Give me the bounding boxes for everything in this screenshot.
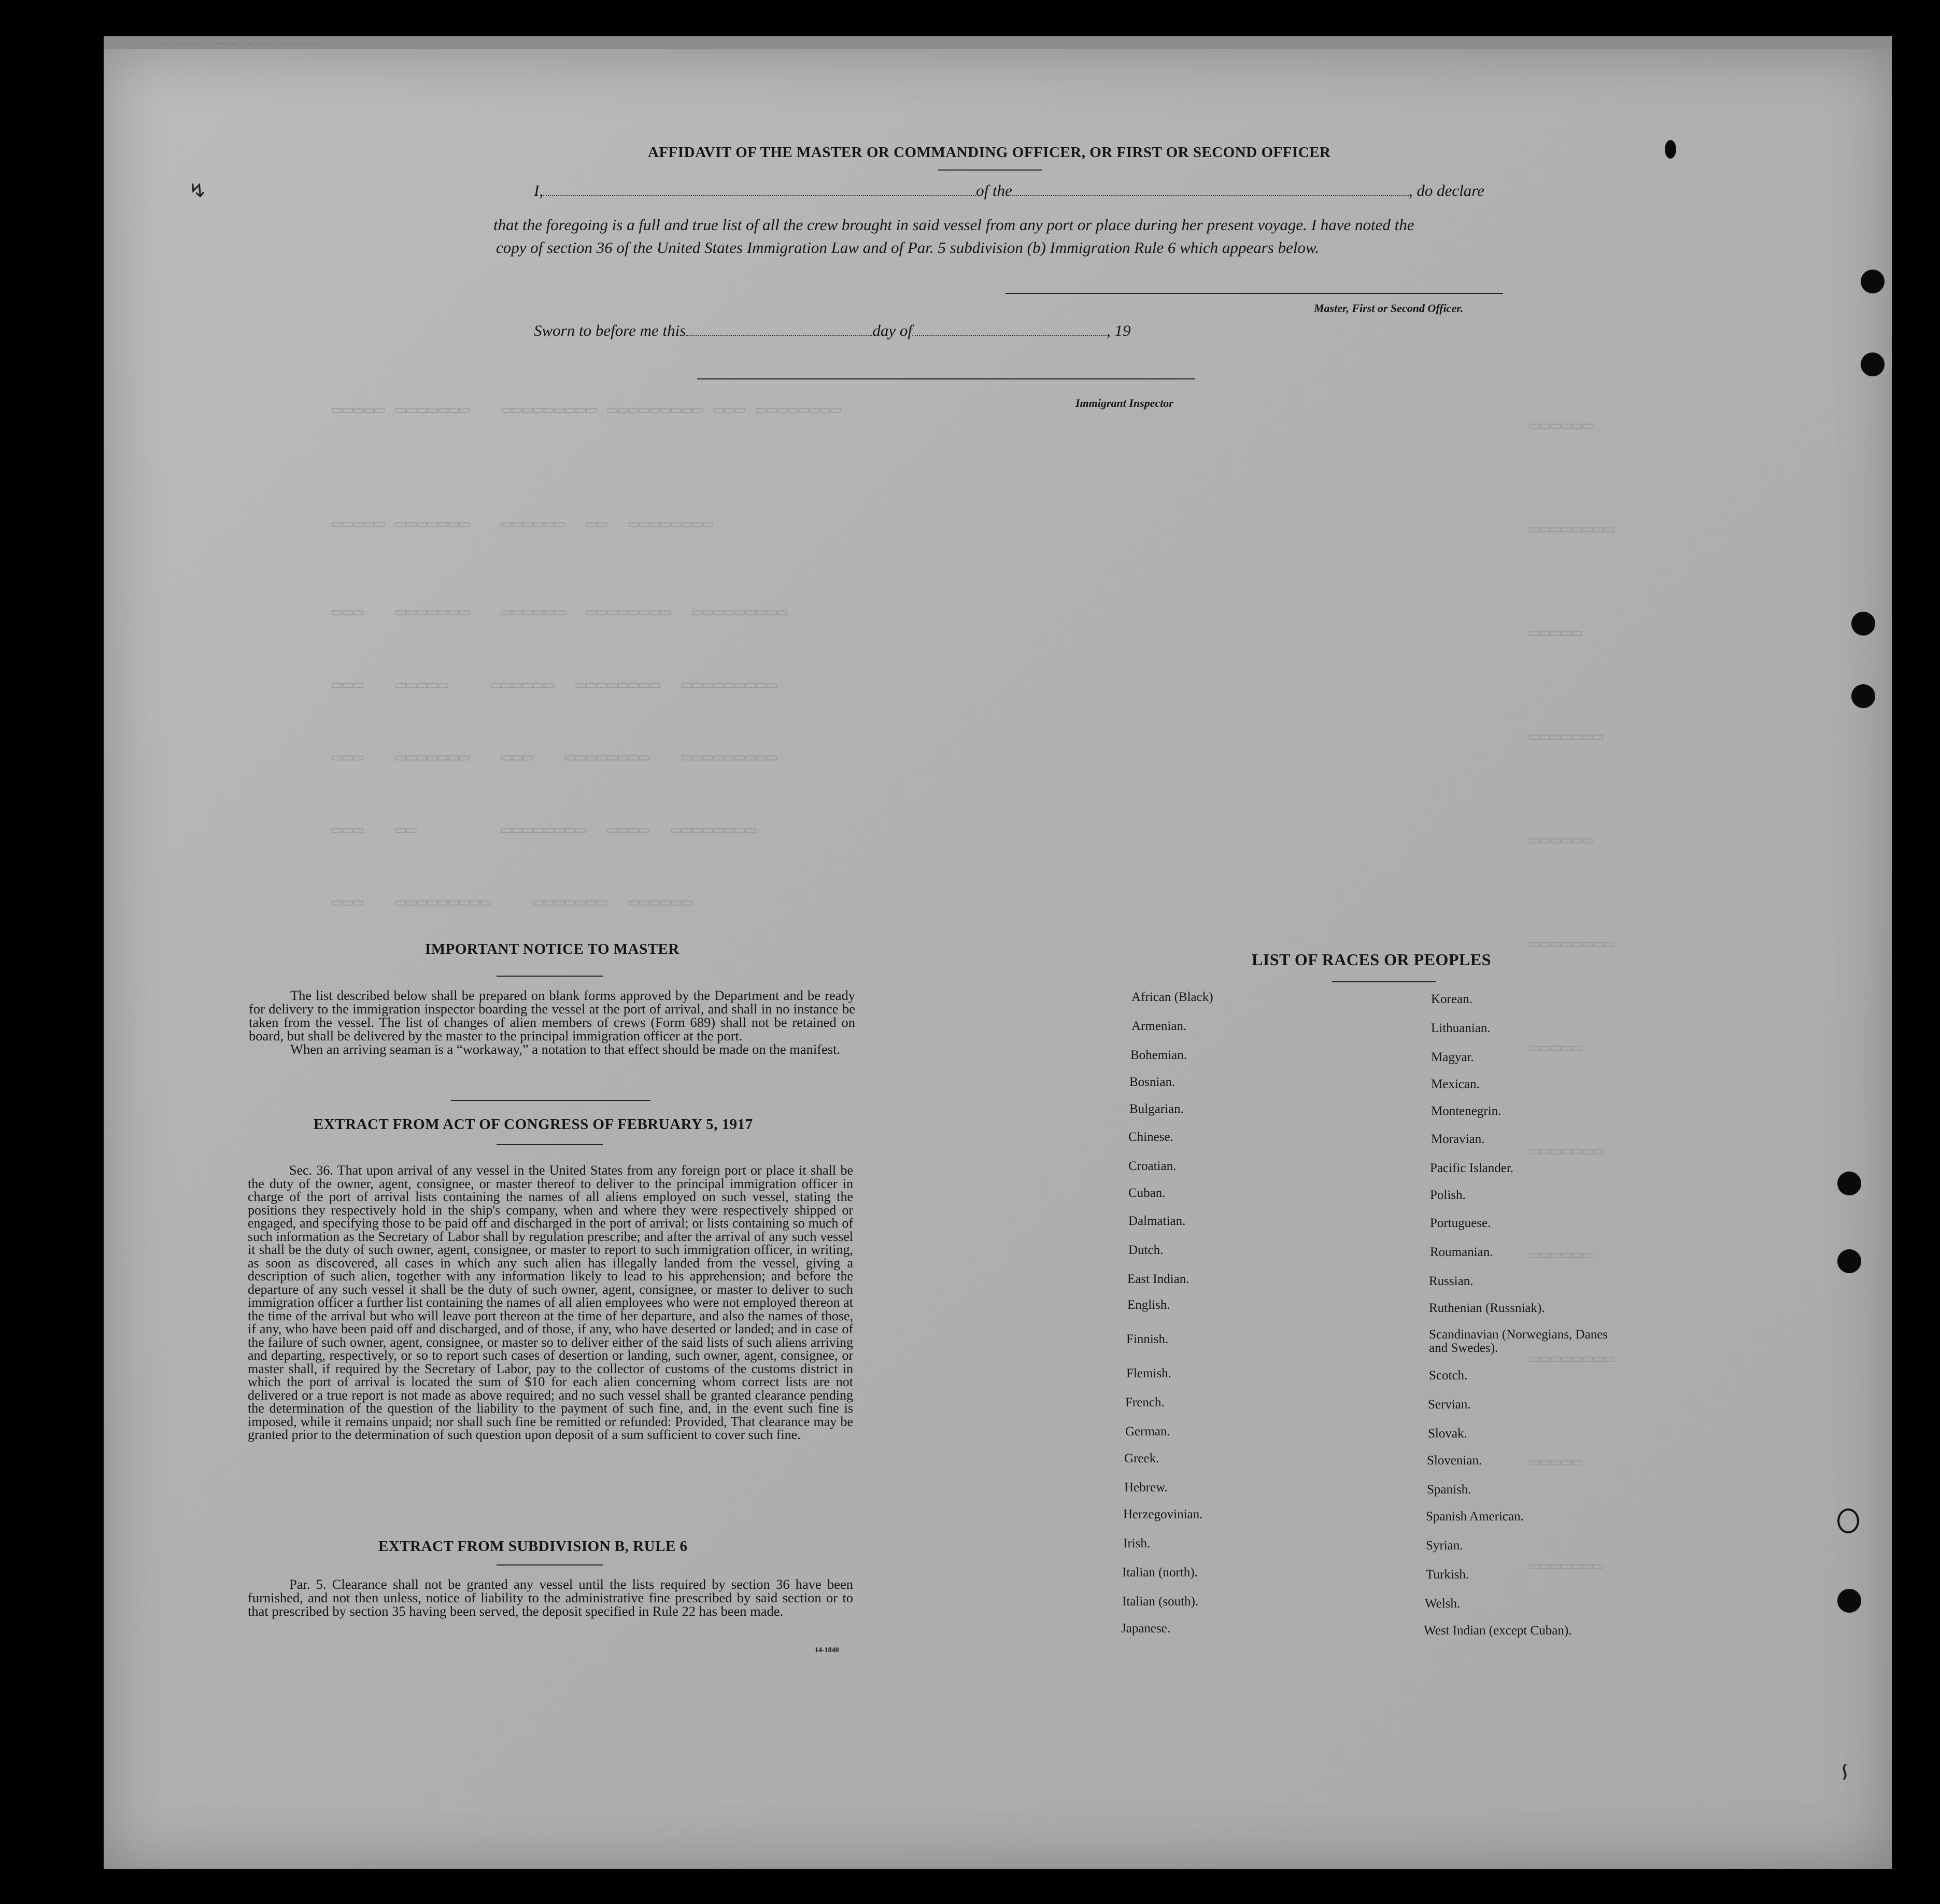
bleed-through-text: ▭▭▭▭▭ ▭▭▭▭▭▭▭ ▭▭▭▭▭▭▭▭▭ ▭▭▭▭▭▭▭▭▭ ▭▭▭ ▭▭▭▭▭▭▭▭	[332, 401, 841, 421]
rule-extract-underline	[497, 1564, 603, 1565]
act-extract-title: EXTRACT FROM ACT OF CONGRESS OF FEBRUARY 5, 1917	[314, 1116, 753, 1133]
race-item: Slovak.	[1428, 1427, 1467, 1441]
race-item: Italian (south).	[1122, 1595, 1199, 1609]
race-item: Hebrew.	[1124, 1480, 1168, 1494]
punch-hole	[1837, 1172, 1861, 1195]
rule-extract-title: EXTRACT FROM SUBDIVISION B, RULE 6	[378, 1538, 688, 1555]
race-item: Bulgarian.	[1129, 1102, 1184, 1116]
race-item: Finnish.	[1126, 1332, 1169, 1346]
race-item: Chinese.	[1128, 1130, 1173, 1144]
races-underline	[1332, 981, 1436, 982]
notice-underline	[497, 976, 603, 977]
race-item: German.	[1125, 1425, 1170, 1438]
notice-body	[249, 989, 855, 1056]
race-item: Korean.	[1431, 992, 1472, 1006]
race-item: East Indian.	[1127, 1272, 1190, 1286]
bleed-through-text: ▭▭▭▭▭▭▭	[1529, 1143, 1604, 1162]
punch-hole	[1861, 352, 1885, 376]
notice-paragraph-2: When an arriving seaman is a “workaway,” a notation to that effect should be made on the manifest.	[290, 1041, 841, 1057]
race-item: Lithuanian.	[1431, 1021, 1491, 1035]
bleed-through-text: ▭▭▭ ▭▭▭▭▭ ▭▭▭▭▭▭ ▭▭▭▭▭▭▭▭ ▭▭▭▭▭▭▭▭▭	[332, 676, 777, 696]
race-item: Dalmatian.	[1128, 1214, 1186, 1228]
race-item: Russian.	[1429, 1274, 1474, 1288]
race-item: Cuban.	[1128, 1186, 1166, 1200]
race-item: Italian (north).	[1122, 1565, 1198, 1579]
notice-paragraph-1: The list described below shall be prepared on blank forms approved by the Department and be ready for delivery to the immigration inspector boarding the vessel at the port of arrival, and shall in no instance be taken from the vessel. The list of changes of alien members of crews (Form 689) shall not be retained on board, but shall be delivered by the master to the principal immigration officer at the port.	[249, 988, 855, 1043]
race-item: English.	[1127, 1298, 1170, 1312]
race-item: Welsh.	[1425, 1597, 1461, 1611]
races-title: LIST OF RACES OR PEOPLES	[1252, 950, 1491, 969]
race-item: Roumanian.	[1430, 1245, 1493, 1259]
race-item: Croatian.	[1128, 1159, 1177, 1173]
bleed-through-text: ▭▭▭▭▭▭▭▭	[1529, 520, 1614, 540]
printer-imprint: ···· ··· ···· ·· ·· · ······· · ··· ···· ··· ·········· ··· ·· ·	[155, 40, 335, 48]
affidavit-of-label: of the	[976, 181, 1012, 200]
sworn-line	[534, 321, 1130, 340]
section-36-text: Sec. 36. That upon arrival of any vessel in the United States from any foreign port or place it shall be the duty of the owner, agent, consignee, or master thereof to deliver to the principal immigration officer in charge of the port of arrival lists containing the names of all aliens employed on such vessel, stating the positions they respectively hold in the ship's company, when and where they were respectively shipped or engaged, and specifying those to be paid off and discharged in the port of arrival; or lists containing so much of such information as the Secretary of Labor shall by regulation prescribe; and after the arrival of any such vessel it shall be the duty of such owner, agent, consignee, or master to report to such immigration officer, in writing, as soon as discovered, all cases in which any such alien has illegally landed from the vessel, giving a description of such alien, together with any information likely to lead to his apprehension; and before the departure of any such vessel it shall be the duty of such owner, agent, consignee, or master to deliver to such immigration officer a further list containing the names of all alien employees who were not employed thereon at the time of the arrival but who will leave port thereon at the time of her departure, and also the names of those, if any, who have been paid off and discharged, and of those, if any, who have deserted or landed; and in case of the failure of such owner, agent, consignee, or master so to deliver either of the said lists of such aliens arriving and departing, respectively, or so to report such cases of desertion or landing, such owner, agent, consignee, or master shall, if required by the Secretary of Labor, pay to the collector of customs of the customs district in which the port of arrival is located the sum of $10 for each alien concerning whom correct lists are not delivered or a true report is not made as above required; and no such vessel shall be granted clearance pending the determination of the question of the liability to the payment of such fine, and, in the event such fine is imposed, while it remains unpaid; nor shall such fine be remitted or refunded: Provided, That clearance may be granted prior to the determination of such question upon deposit of a sum sufficient to cover such fine.	[248, 1163, 853, 1442]
bleed-through-text: ▭▭▭▭▭▭▭	[1529, 1557, 1604, 1577]
race-item: Herzegovinian.	[1123, 1507, 1203, 1521]
bleed-through-text: ▭▭▭▭▭▭	[1529, 1246, 1593, 1266]
race-item: West Indian (except Cuban).	[1424, 1624, 1572, 1638]
affidavit-title: AFFIDAVIT OF THE MASTER OR COMMANDING OFFICER, OR FIRST OR SECOND OFFICER	[648, 144, 1331, 161]
race-item: Armenian.	[1131, 1019, 1187, 1033]
punch-hole	[1665, 140, 1676, 159]
punch-hole	[1851, 684, 1875, 708]
race-item: Greek.	[1124, 1451, 1159, 1465]
race-item: French.	[1125, 1395, 1165, 1409]
race-item: African (Black)	[1131, 990, 1213, 1004]
year-label: , 19	[1106, 321, 1131, 340]
bleed-through-text: ▭▭▭ ▭▭▭▭▭▭▭ ▭▭▭ ▭▭▭▭▭▭▭▭ ▭▭▭▭▭▭▭▭▭	[332, 749, 777, 768]
race-item: Spanish.	[1427, 1483, 1471, 1497]
race-item: Syrian.	[1426, 1539, 1463, 1553]
day-of-label: day of	[872, 321, 912, 340]
race-item: Servian.	[1428, 1398, 1471, 1412]
officer-signature-line[interactable]	[1006, 293, 1503, 294]
sworn-month-field[interactable]	[912, 321, 1107, 336]
notice-title: IMPORTANT NOTICE TO MASTER	[425, 941, 679, 957]
bleed-through-text: ▭▭▭▭▭	[1529, 1039, 1582, 1059]
bleed-through-text: ▭▭▭▭▭▭▭▭	[1529, 1350, 1614, 1370]
handwritten-mark: ↯	[186, 177, 209, 205]
race-item: Magyar.	[1431, 1050, 1474, 1064]
race-item: Turkish.	[1426, 1568, 1469, 1582]
master-name-field[interactable]	[543, 181, 976, 196]
race-item: Slovenian.	[1427, 1454, 1482, 1468]
handwritten-mark: ∽	[1831, 1761, 1860, 1783]
punch-hole	[1837, 1589, 1861, 1613]
sworn-day-field[interactable]	[686, 321, 872, 336]
bleed-through-text: ▭▭▭ ▭▭▭▭▭▭▭▭▭ ▭▭▭▭▭▭▭ ▭▭▭▭▭▭	[332, 894, 692, 913]
inspector-signature-label: Immigrant Inspector	[1075, 397, 1173, 410]
affidavit-i-label: I,	[534, 181, 544, 200]
officer-signature-label: Master, First or Second Officer.	[1314, 302, 1464, 315]
race-item: Scotch.	[1429, 1369, 1468, 1383]
title-underline	[938, 170, 1042, 171]
race-item: Spanish American.	[1426, 1510, 1524, 1524]
punch-hole	[1861, 270, 1885, 293]
bleed-through-text: ▭▭▭▭▭	[1529, 1454, 1582, 1473]
race-item: Bosnian.	[1129, 1075, 1176, 1089]
affidavit-text-line-2: that the foregoing is a full and true list of all the crew brought in said vessel from any port or place during her present voyage. I have noted the	[493, 216, 1414, 234]
race-item: Japanese.	[1121, 1621, 1171, 1635]
act-extract-underline	[497, 1144, 603, 1145]
bleed-through-text: ▭▭▭▭▭▭	[1529, 417, 1593, 436]
race-item: Dutch.	[1128, 1243, 1164, 1257]
section-divider	[451, 1100, 650, 1101]
rule-extract-body	[248, 1577, 853, 1618]
race-item: Polish.	[1430, 1188, 1466, 1202]
bleed-through-text: ▭▭▭ ▭▭ ▭▭▭▭▭▭▭▭ ▭▭▭▭ ▭▭▭▭▭▭▭▭	[332, 821, 756, 841]
race-item: Pacific Islander.	[1430, 1161, 1514, 1175]
punch-hole	[1851, 612, 1875, 636]
bleed-through-text: ▭▭▭▭▭▭	[1529, 831, 1593, 851]
punch-hole	[1837, 1508, 1859, 1533]
bleed-through-text: ▭▭▭▭▭▭▭	[1529, 728, 1604, 748]
inspector-signature-line[interactable]	[697, 378, 1195, 379]
act-extract-body	[248, 1164, 853, 1442]
race-item: Montenegrin.	[1431, 1104, 1502, 1118]
form-number: 14-1840	[815, 1646, 839, 1654]
race-item: Portuguese.	[1430, 1216, 1491, 1230]
race-item: Moravian.	[1431, 1132, 1485, 1146]
vessel-name-field[interactable]	[1012, 181, 1409, 196]
race-item: Irish.	[1123, 1536, 1151, 1550]
affidavit-text-line-3: copy of section 36 of the United States Immigration Law and of Par. 5 subdivision (b) Immigration Rule 6 which appears below.	[496, 238, 1320, 257]
race-item: Scandinavian (Norwegians, Danes and Swedes).	[1429, 1328, 1608, 1355]
punch-hole	[1837, 1249, 1861, 1273]
bleed-through-text: ▭▭▭▭▭ ▭▭▭▭▭▭▭ ▭▭▭▭▭▭ ▭▭ ▭▭▭▭▭▭▭▭	[332, 515, 714, 535]
race-item: Bohemian.	[1130, 1048, 1187, 1062]
bleed-through-text: ▭▭▭ ▭▭▭▭▭▭▭ ▭▭▭▭▭▭ ▭▭▭▭▭▭▭▭ ▭▭▭▭▭▭▭▭▭	[332, 603, 788, 623]
bleed-through-text: ▭▭▭▭▭▭▭▭	[1529, 935, 1614, 955]
bleed-through-text: ▭▭▭▭▭	[1529, 624, 1582, 644]
sworn-label: Sworn to before me this	[534, 321, 686, 340]
affidavit-declare-line	[534, 181, 1484, 200]
race-item: Mexican.	[1431, 1077, 1480, 1091]
race-item: Flemish.	[1126, 1366, 1171, 1380]
race-item: Ruthenian (Russniak).	[1429, 1301, 1545, 1315]
affidavit-declare-label: , do declare	[1408, 181, 1484, 200]
par-5-text: Par. 5. Clearance shall not be granted any vessel until the lists required by section 36 have been furnished, and not then unless, notice of liability to the administrative fine prescribed by said section or to that prescribed by section 35 having been served, the deposit specified in Rule 22 has been made.	[248, 1576, 853, 1619]
